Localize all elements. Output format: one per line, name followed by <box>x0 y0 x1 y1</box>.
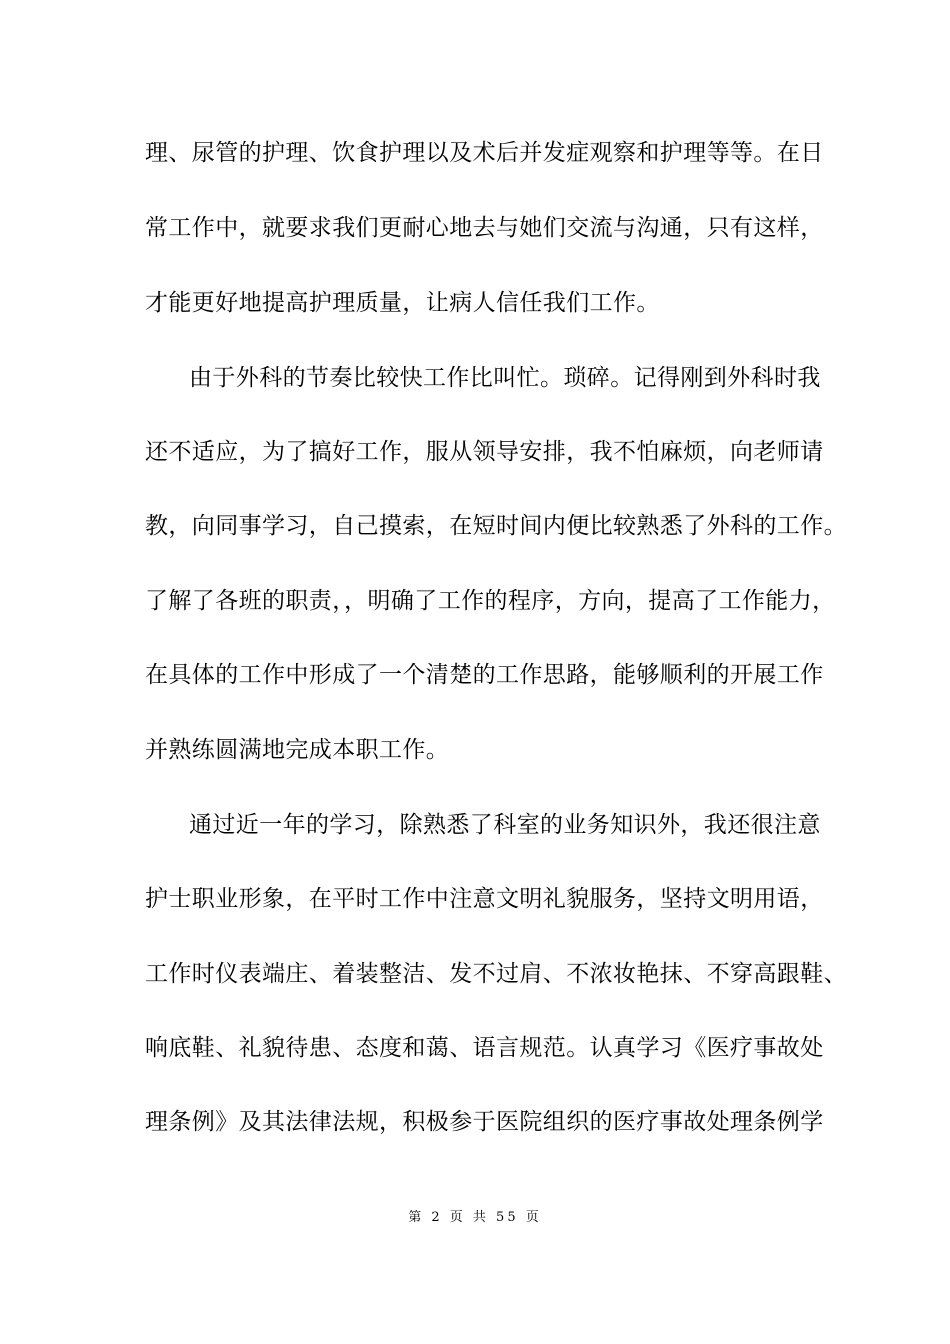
body-line-12: 工作时仪表端庄、着装整洁、发不过肩、不浓妆艳抹、不穿高跟鞋、 <box>145 961 847 987</box>
body-line-4: 由于外科的节奏比较快工作比叫忙。琐碎。记得刚到外科时我 <box>189 365 821 391</box>
body-line-10: 通过近一年的学习，除熟悉了科室的业务知识外，我还很注意 <box>189 812 821 838</box>
body-line-3: 才能更好地提高护理质量，让病人信任我们工作。 <box>145 290 660 316</box>
body-line-13: 响底鞋、礼貌待患、态度和蔼、语言规范。认真学习《医疗事故处 <box>145 1035 824 1061</box>
body-line-8: 在具体的工作中形成了一个清楚的工作思路，能够顺利的开展工作 <box>145 662 824 688</box>
body-line-2: 常工作中，就要求我们更耐心地去与她们交流与沟通，只有这样， <box>145 215 824 241</box>
body-line-11: 护士职业形象，在平时工作中注意文明礼貌服务，坚持文明用语， <box>145 886 824 912</box>
body-line-5: 还不适应，为了搞好工作，服从领导安排，我不怕麻烦，向老师请 <box>145 439 824 465</box>
body-line-1: 理、尿管的护理、饮食护理以及术后并发症观察和护理等等。在日 <box>145 140 824 166</box>
body-line-7: 了解了各班的职责，，明确了工作的程序，方向，提高了工作能力， <box>145 588 836 614</box>
page-number-footer: 第 2 页 共 55 页 <box>408 1210 542 1225</box>
body-line-6: 教，向同事学习，自己摸索，在短时间内便比较熟悉了外科的工作。 <box>145 513 847 539</box>
body-line-9: 并熟练圆满地完成本职工作。 <box>145 737 450 763</box>
body-line-14: 理条例》及其法律法规，积极参于医院组织的医疗事故处理条例学 <box>145 1109 824 1135</box>
